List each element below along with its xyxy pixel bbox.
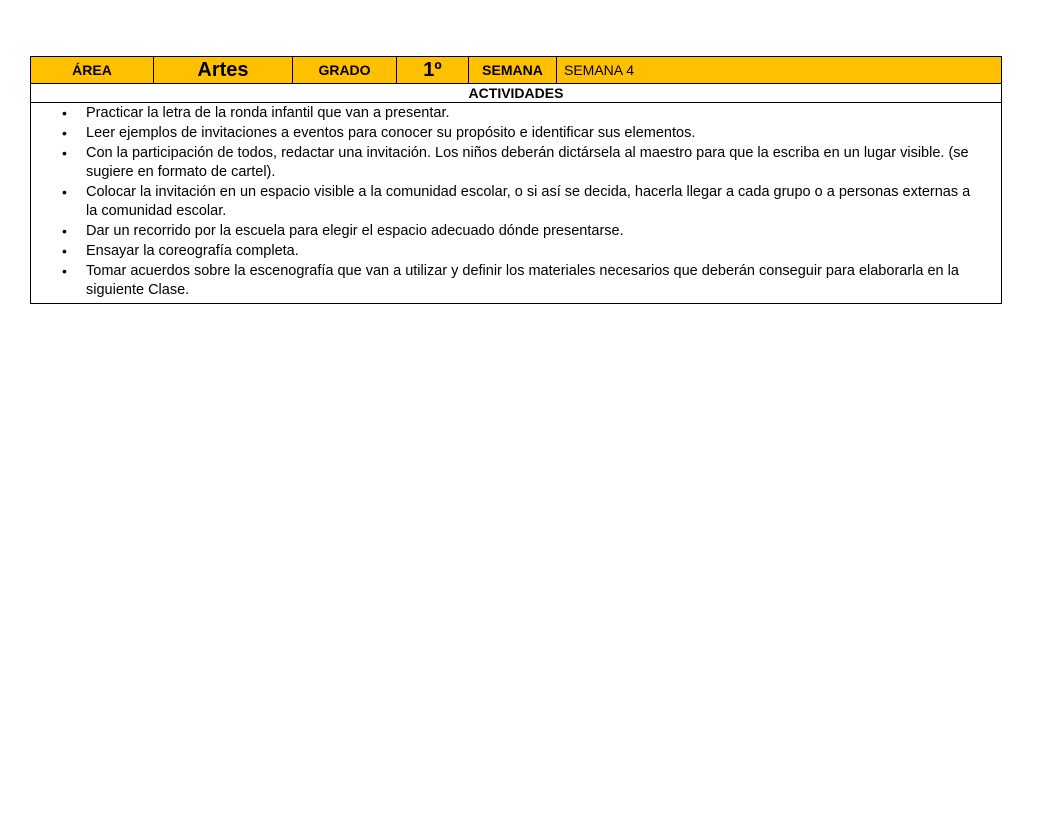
bullet-icon: • xyxy=(62,184,67,200)
activity-text: Tomar acuerdos sobre la escenografía que van a utilizar y definir los materiales necesarios que deberán conseguir para elaborarla en la siguiente Clase. xyxy=(86,263,959,298)
area-value: Artes xyxy=(154,57,293,84)
lesson-plan-document xyxy=(30,56,1002,304)
bullet-icon: • xyxy=(62,105,67,121)
lesson-plan-table xyxy=(30,56,1002,304)
bullet-icon: • xyxy=(62,263,67,279)
activities-cell xyxy=(31,103,1002,304)
list-item xyxy=(62,222,971,241)
semana-value: SEMANA 4 xyxy=(557,57,1002,84)
activity-text: Ensayar la coreografía completa. xyxy=(86,243,299,259)
activity-text: Con la participación de todos, redactar una invitación. Los niños deberán dictársela al maestro para que la escriba en un lugar visible. (se sugiere en formato de cartel). xyxy=(86,145,969,180)
bullet-icon: • xyxy=(62,223,67,239)
bullet-icon: • xyxy=(62,145,67,161)
bullet-icon: • xyxy=(62,243,67,259)
activity-text: Dar un recorrido por la escuela para elegir el espacio adecuado dónde presentarse. xyxy=(86,223,624,239)
list-item xyxy=(62,104,971,123)
section-title: ACTIVIDADES xyxy=(31,84,1002,103)
activity-text: Colocar la invitación en un espacio visible a la comunidad escolar, o si así se decida, hacerla llegar a cada grupo o a personas externas a la comunidad escolar. xyxy=(86,184,971,219)
list-item xyxy=(62,242,971,261)
list-item xyxy=(62,262,971,300)
grado-value: 1º xyxy=(397,57,469,84)
list-item xyxy=(62,124,971,143)
section-title-row xyxy=(31,84,1002,103)
grado-label: GRADO xyxy=(293,57,397,84)
semana-label: SEMANA xyxy=(469,57,557,84)
list-item xyxy=(62,144,971,182)
activity-text: Practicar la letra de la ronda infantil que van a presentar. xyxy=(86,105,450,121)
activities-row xyxy=(31,103,1002,304)
activities-list xyxy=(31,103,1001,303)
header-row xyxy=(31,57,1002,84)
area-label: ÁREA xyxy=(31,57,154,84)
activity-text: Leer ejemplos de invitaciones a eventos para conocer su propósito e identificar sus elementos. xyxy=(86,125,696,141)
bullet-icon: • xyxy=(62,125,67,141)
list-item xyxy=(62,183,971,221)
